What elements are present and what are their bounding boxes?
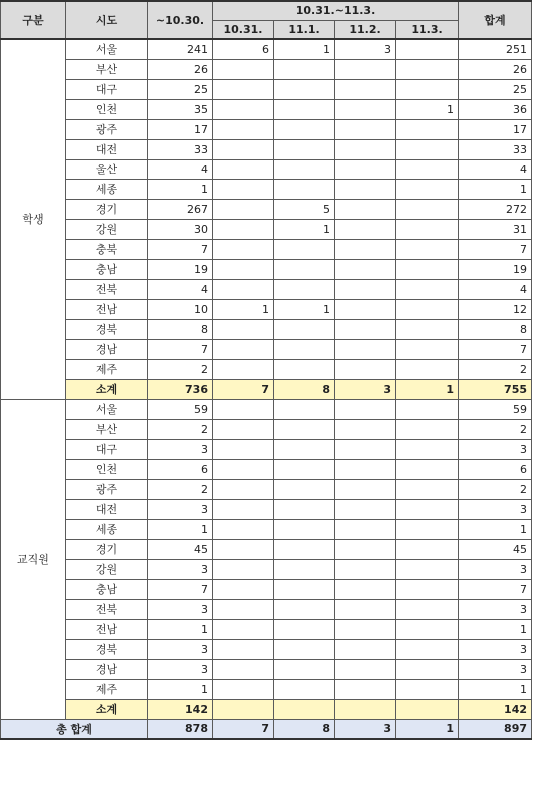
- value-cell: [213, 399, 274, 419]
- table-row: [1, 39, 532, 59]
- region-cell: 경기: [66, 199, 148, 219]
- region-cell: 울산: [66, 159, 148, 179]
- value-cell: [396, 639, 459, 659]
- value-cell: [396, 599, 459, 619]
- value-cell: [274, 479, 335, 499]
- value-cell: 4: [459, 279, 532, 299]
- value-cell: 7: [148, 579, 213, 599]
- value-cell: 12: [459, 299, 532, 319]
- table-row: [1, 99, 532, 119]
- value-cell: [335, 539, 396, 559]
- value-cell: [396, 139, 459, 159]
- value-cell: [213, 559, 274, 579]
- value-cell: [274, 579, 335, 599]
- value-cell: [274, 679, 335, 699]
- value-cell: [335, 159, 396, 179]
- value-cell: [335, 519, 396, 539]
- value-cell: [335, 599, 396, 619]
- value-cell: 3: [148, 439, 213, 459]
- value-cell: [274, 539, 335, 559]
- table-row: [1, 479, 532, 499]
- table-row: [1, 499, 532, 519]
- value-cell: [213, 79, 274, 99]
- value-cell: [396, 199, 459, 219]
- header-before: ~10.30.: [148, 1, 213, 39]
- value-cell: 3: [148, 559, 213, 579]
- table-row: [1, 299, 532, 319]
- value-cell: 4: [459, 159, 532, 179]
- value-cell: [335, 619, 396, 639]
- grand-total-value: 8: [274, 719, 335, 739]
- value-cell: 59: [148, 399, 213, 419]
- value-cell: [396, 339, 459, 359]
- header-period: 10.31.~11.3.: [213, 1, 459, 20]
- value-cell: [335, 119, 396, 139]
- value-cell: 35: [148, 99, 213, 119]
- value-cell: [335, 259, 396, 279]
- grand-total-value: 3: [335, 719, 396, 739]
- table-row: [1, 339, 532, 359]
- value-cell: [335, 279, 396, 299]
- value-cell: [335, 319, 396, 339]
- value-cell: [396, 279, 459, 299]
- value-cell: 26: [148, 59, 213, 79]
- value-cell: 251: [459, 39, 532, 59]
- value-cell: [213, 239, 274, 259]
- header-date-2: 11.1.: [274, 20, 335, 39]
- value-cell: 3: [459, 639, 532, 659]
- region-cell: 대전: [66, 499, 148, 519]
- value-cell: [396, 299, 459, 319]
- value-cell: [213, 119, 274, 139]
- table-row: [1, 239, 532, 259]
- value-cell: [335, 359, 396, 379]
- table-row: [1, 519, 532, 539]
- value-cell: 2: [459, 419, 532, 439]
- value-cell: 1: [148, 179, 213, 199]
- value-cell: [396, 539, 459, 559]
- value-cell: [335, 399, 396, 419]
- subtotal-value: 8: [274, 379, 335, 399]
- value-cell: [396, 399, 459, 419]
- value-cell: [335, 199, 396, 219]
- value-cell: [396, 559, 459, 579]
- value-cell: [396, 79, 459, 99]
- value-cell: 7: [459, 339, 532, 359]
- value-cell: [335, 459, 396, 479]
- value-cell: [335, 639, 396, 659]
- region-cell: 전북: [66, 279, 148, 299]
- value-cell: [396, 439, 459, 459]
- value-cell: [274, 599, 335, 619]
- grand-total-value: 1: [396, 719, 459, 739]
- value-cell: 5: [274, 199, 335, 219]
- grand-total-row: [1, 719, 532, 739]
- value-cell: [213, 359, 274, 379]
- subtotal-value: 755: [459, 379, 532, 399]
- table-header: [1, 1, 532, 39]
- value-cell: [274, 359, 335, 379]
- value-cell: 2: [148, 479, 213, 499]
- value-cell: [396, 59, 459, 79]
- value-cell: 2: [148, 359, 213, 379]
- value-cell: [396, 179, 459, 199]
- value-cell: 8: [459, 319, 532, 339]
- region-cell: 대구: [66, 79, 148, 99]
- value-cell: 19: [459, 259, 532, 279]
- value-cell: [396, 519, 459, 539]
- value-cell: [274, 239, 335, 259]
- value-cell: 1: [459, 619, 532, 639]
- value-cell: [335, 679, 396, 699]
- value-cell: 272: [459, 199, 532, 219]
- grand-total-value: 897: [459, 719, 532, 739]
- header-date-4: 11.3.: [396, 20, 459, 39]
- value-cell: [274, 139, 335, 159]
- region-cell: 충북: [66, 239, 148, 259]
- value-cell: 1: [148, 619, 213, 639]
- value-cell: 36: [459, 99, 532, 119]
- value-cell: 3: [335, 39, 396, 59]
- subtotal-value: 1: [396, 379, 459, 399]
- region-cell: 광주: [66, 119, 148, 139]
- value-cell: [213, 639, 274, 659]
- region-cell: 광주: [66, 479, 148, 499]
- header-date-1: 10.31.: [213, 20, 274, 39]
- value-cell: [213, 659, 274, 679]
- grand-total-value: 7: [213, 719, 274, 739]
- table-row: [1, 259, 532, 279]
- value-cell: 17: [148, 119, 213, 139]
- value-cell: [396, 319, 459, 339]
- table-row: [1, 359, 532, 379]
- value-cell: [396, 259, 459, 279]
- value-cell: [396, 479, 459, 499]
- value-cell: 6: [459, 459, 532, 479]
- value-cell: [274, 559, 335, 579]
- table-row: [1, 179, 532, 199]
- value-cell: [335, 339, 396, 359]
- value-cell: 45: [459, 539, 532, 559]
- value-cell: [396, 579, 459, 599]
- value-cell: 241: [148, 39, 213, 59]
- subtotal-value: 736: [148, 379, 213, 399]
- value-cell: [335, 559, 396, 579]
- value-cell: 3: [459, 659, 532, 679]
- value-cell: [274, 59, 335, 79]
- value-cell: 8: [148, 319, 213, 339]
- region-cell: 서울: [66, 399, 148, 419]
- region-cell: 충남: [66, 579, 148, 599]
- value-cell: 1: [459, 679, 532, 699]
- value-cell: [274, 279, 335, 299]
- subtotal-value: [335, 699, 396, 719]
- region-cell: 부산: [66, 59, 148, 79]
- region-cell: 경기: [66, 539, 148, 559]
- value-cell: [274, 259, 335, 279]
- value-cell: [213, 279, 274, 299]
- group-label: 학생: [1, 39, 66, 399]
- value-cell: [213, 519, 274, 539]
- value-cell: [396, 119, 459, 139]
- value-cell: 45: [148, 539, 213, 559]
- value-cell: 7: [148, 239, 213, 259]
- value-cell: [335, 99, 396, 119]
- value-cell: [213, 99, 274, 119]
- table-row: [1, 679, 532, 699]
- table-row: [1, 579, 532, 599]
- value-cell: 1: [148, 679, 213, 699]
- grand-total-value: 878: [148, 719, 213, 739]
- value-cell: [335, 219, 396, 239]
- region-cell: 경북: [66, 639, 148, 659]
- value-cell: 3: [459, 439, 532, 459]
- grand-total-label: 총 합계: [1, 719, 148, 739]
- subtotal-value: 7: [213, 379, 274, 399]
- region-cell: 인천: [66, 99, 148, 119]
- value-cell: [396, 619, 459, 639]
- value-cell: [274, 639, 335, 659]
- value-cell: [213, 139, 274, 159]
- value-cell: [274, 159, 335, 179]
- region-cell: 제주: [66, 679, 148, 699]
- value-cell: [213, 579, 274, 599]
- value-cell: [396, 679, 459, 699]
- value-cell: [274, 439, 335, 459]
- region-cell: 대구: [66, 439, 148, 459]
- table-row: [1, 559, 532, 579]
- value-cell: [213, 599, 274, 619]
- table-body: [1, 39, 532, 739]
- value-cell: [213, 459, 274, 479]
- value-cell: [335, 499, 396, 519]
- value-cell: [213, 319, 274, 339]
- value-cell: [274, 99, 335, 119]
- subtotal-value: [396, 699, 459, 719]
- region-cell: 강원: [66, 559, 148, 579]
- value-cell: [335, 419, 396, 439]
- value-cell: 6: [148, 459, 213, 479]
- region-cell: 세종: [66, 179, 148, 199]
- region-cell: 전남: [66, 619, 148, 639]
- value-cell: [213, 499, 274, 519]
- region-cell: 경남: [66, 339, 148, 359]
- table-row: [1, 659, 532, 679]
- table-row: [1, 79, 532, 99]
- region-cell: 경북: [66, 319, 148, 339]
- value-cell: [213, 179, 274, 199]
- value-cell: 1: [148, 519, 213, 539]
- region-cell: 대전: [66, 139, 148, 159]
- value-cell: 26: [459, 59, 532, 79]
- value-cell: [213, 339, 274, 359]
- region-cell: 서울: [66, 39, 148, 59]
- value-cell: 4: [148, 279, 213, 299]
- value-cell: [335, 479, 396, 499]
- value-cell: [274, 459, 335, 479]
- table-row: [1, 59, 532, 79]
- region-cell: 강원: [66, 219, 148, 239]
- value-cell: 19: [148, 259, 213, 279]
- value-cell: 3: [148, 639, 213, 659]
- value-cell: 4: [148, 159, 213, 179]
- value-cell: [396, 359, 459, 379]
- value-cell: [335, 139, 396, 159]
- value-cell: 2: [148, 419, 213, 439]
- value-cell: [213, 219, 274, 239]
- value-cell: [213, 539, 274, 559]
- header-category: 구분: [1, 1, 66, 39]
- value-cell: 1: [459, 179, 532, 199]
- region-cell: 인천: [66, 459, 148, 479]
- group-label: 교직원: [1, 399, 66, 719]
- value-cell: [274, 179, 335, 199]
- value-cell: [335, 79, 396, 99]
- value-cell: [274, 659, 335, 679]
- value-cell: [274, 419, 335, 439]
- table-row: [1, 599, 532, 619]
- value-cell: 2: [459, 359, 532, 379]
- value-cell: [396, 419, 459, 439]
- value-cell: [396, 459, 459, 479]
- value-cell: 3: [148, 659, 213, 679]
- subtotal-label: 소계: [66, 699, 148, 719]
- value-cell: [274, 79, 335, 99]
- value-cell: 10: [148, 299, 213, 319]
- value-cell: [213, 439, 274, 459]
- value-cell: 59: [459, 399, 532, 419]
- value-cell: [213, 59, 274, 79]
- value-cell: [335, 659, 396, 679]
- value-cell: 6: [213, 39, 274, 59]
- value-cell: 3: [148, 599, 213, 619]
- value-cell: 3: [148, 499, 213, 519]
- subtotal-row: [1, 699, 532, 719]
- table-row: [1, 279, 532, 299]
- value-cell: 1: [396, 99, 459, 119]
- value-cell: [274, 499, 335, 519]
- value-cell: 7: [459, 579, 532, 599]
- subtotal-value: [213, 699, 274, 719]
- table-row: [1, 619, 532, 639]
- value-cell: [274, 399, 335, 419]
- region-cell: 부산: [66, 419, 148, 439]
- value-cell: [335, 299, 396, 319]
- value-cell: [213, 419, 274, 439]
- value-cell: 1: [274, 219, 335, 239]
- value-cell: 7: [459, 239, 532, 259]
- table-row: [1, 119, 532, 139]
- value-cell: 33: [148, 139, 213, 159]
- subtotal-label: 소계: [66, 379, 148, 399]
- region-cell: 충남: [66, 259, 148, 279]
- table-row: [1, 539, 532, 559]
- value-cell: [213, 619, 274, 639]
- value-cell: [213, 159, 274, 179]
- value-cell: [274, 319, 335, 339]
- value-cell: 7: [148, 339, 213, 359]
- value-cell: [274, 339, 335, 359]
- region-cell: 전북: [66, 599, 148, 619]
- value-cell: [335, 579, 396, 599]
- header-total: 합계: [459, 1, 532, 39]
- value-cell: 3: [459, 559, 532, 579]
- table-row: [1, 219, 532, 239]
- value-cell: [396, 499, 459, 519]
- subtotal-value: 142: [459, 699, 532, 719]
- table-row: [1, 639, 532, 659]
- table-row: [1, 419, 532, 439]
- value-cell: 2: [459, 479, 532, 499]
- value-cell: [213, 259, 274, 279]
- value-cell: [335, 239, 396, 259]
- table-row: [1, 319, 532, 339]
- table-row: [1, 439, 532, 459]
- value-cell: [396, 239, 459, 259]
- value-cell: [213, 679, 274, 699]
- value-cell: [396, 159, 459, 179]
- value-cell: [396, 219, 459, 239]
- region-cell: 제주: [66, 359, 148, 379]
- value-cell: 3: [459, 599, 532, 619]
- region-cell: 경남: [66, 659, 148, 679]
- table-row: [1, 159, 532, 179]
- subtotal-value: [274, 699, 335, 719]
- value-cell: 267: [148, 199, 213, 219]
- value-cell: 1: [274, 39, 335, 59]
- table-row: [1, 199, 532, 219]
- value-cell: [213, 199, 274, 219]
- value-cell: 33: [459, 139, 532, 159]
- value-cell: 3: [459, 499, 532, 519]
- value-cell: [274, 619, 335, 639]
- region-cell: 전남: [66, 299, 148, 319]
- value-cell: 31: [459, 219, 532, 239]
- region-cell: 세종: [66, 519, 148, 539]
- table-row: [1, 399, 532, 419]
- value-cell: [274, 519, 335, 539]
- value-cell: [396, 39, 459, 59]
- value-cell: 30: [148, 219, 213, 239]
- value-cell: 1: [459, 519, 532, 539]
- subtotal-row: [1, 379, 532, 399]
- subtotal-value: 3: [335, 379, 396, 399]
- table-row: [1, 139, 532, 159]
- value-cell: [335, 179, 396, 199]
- value-cell: 17: [459, 119, 532, 139]
- value-cell: 1: [274, 299, 335, 319]
- value-cell: [213, 479, 274, 499]
- value-cell: [274, 119, 335, 139]
- value-cell: [335, 439, 396, 459]
- header-date-3: 11.2.: [335, 20, 396, 39]
- table-row: [1, 459, 532, 479]
- value-cell: 25: [148, 79, 213, 99]
- value-cell: 25: [459, 79, 532, 99]
- subtotal-value: 142: [148, 699, 213, 719]
- value-cell: 1: [213, 299, 274, 319]
- value-cell: [396, 659, 459, 679]
- value-cell: [335, 59, 396, 79]
- header-region: 시도: [66, 1, 148, 39]
